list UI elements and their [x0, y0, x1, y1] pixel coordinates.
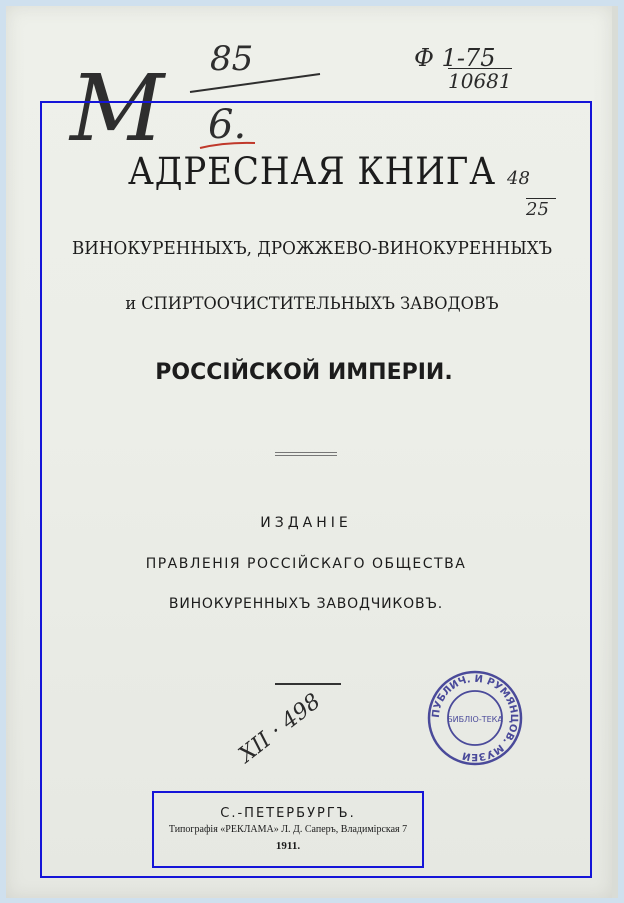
- stamp-ring-text: ПУБЛИЧ. И РУМЯНЦОВ. МУЗЕИ: [430, 673, 520, 763]
- shelf-mark-top: 85: [210, 39, 254, 79]
- title-line-1: АДРЕСНАЯ КНИГА: [128, 150, 496, 193]
- imprint-year: 1911.: [275, 840, 301, 852]
- margin-note-top: 48: [507, 168, 530, 189]
- annotation-box-imprint: [152, 791, 424, 868]
- shelf-mark-letter: М: [70, 55, 165, 162]
- title-line-2: ВИНОКУРЕННЫХЪ, ДРОЖЖЕВО-ВИНОКУРЕННЫХЪ: [71, 238, 553, 259]
- annotation-box-main: [40, 101, 592, 878]
- catalog-code-bottom: 10681: [448, 69, 512, 93]
- imprint-printer: Типографія «РЕКЛАМА» Л. Д. Саперъ, Владимірская 7: [168, 824, 408, 835]
- publisher-line-2: ПРАВЛЕНІЯ РОССІЙСКАГО ОБЩЕСТВА: [145, 556, 467, 572]
- title-line-4: РОССІЙСКОЙ ИМПЕРІИ.: [155, 360, 453, 385]
- stamp-center-text: БИБЛІО-ТЕКА: [447, 715, 503, 724]
- shelf-mark-bottom: 6.: [208, 102, 247, 148]
- margin-note-bottom: 25: [526, 198, 556, 220]
- imprint-city: С.-ПЕТЕРБУРГЪ.: [220, 806, 356, 821]
- publisher-line-3: ВИНОКУРЕННЫХЪ ЗАВОДЧИКОВЪ.: [168, 596, 444, 612]
- title-line-3: и СПИРТООЧИСТИТЕЛЬНЫХЪ ЗАВОДОВЪ: [125, 294, 499, 314]
- bottom-handwritten-note: XII · 498: [234, 689, 326, 768]
- catalog-code-top: Ф 1-75: [414, 44, 496, 72]
- publisher-line-1: ИЗДАНІЕ: [260, 515, 352, 531]
